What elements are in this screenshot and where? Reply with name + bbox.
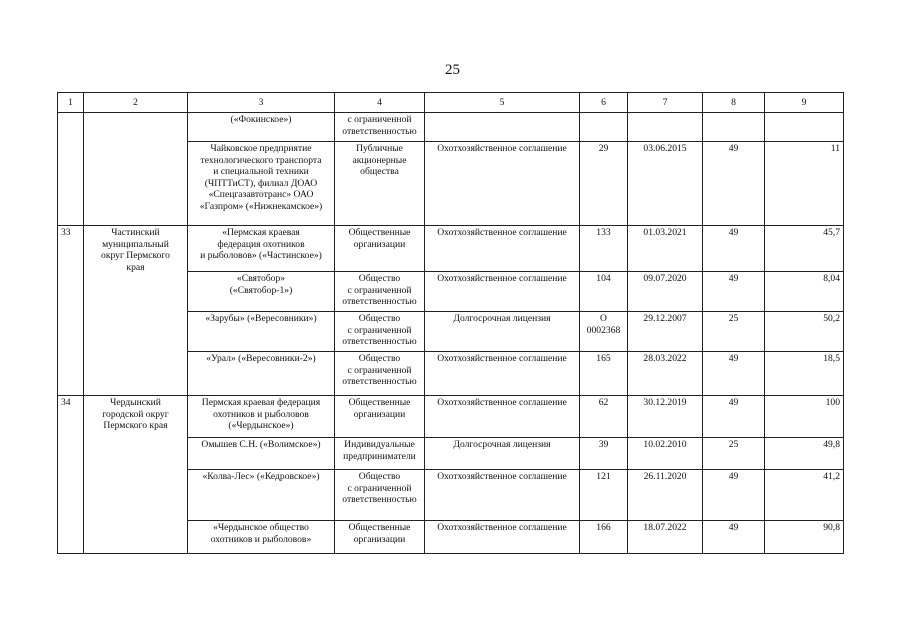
column-header: 5 (425, 93, 580, 113)
area-value: 8,04 (765, 272, 844, 312)
area-value: 45,7 (765, 226, 844, 272)
row-number: 34 (58, 396, 84, 554)
hunting-grounds-table (57, 92, 844, 554)
document-type (425, 113, 580, 142)
document-type: Долгосрочная лицензия (425, 312, 580, 352)
legal-form: Общество с ограниченной ответственностью (335, 272, 425, 312)
hunting-user-name: «Зарубы» («Вересовники») (188, 312, 335, 352)
municipality-name: Чердынский городской округ Пермского края (84, 396, 188, 554)
document-date: 01.03.2021 (628, 226, 703, 272)
table-body (58, 93, 844, 554)
legal-form: Публичные акционерные общества (335, 142, 425, 226)
legal-form: с ограниченной ответственностью (335, 113, 425, 142)
document-type: Охотхозяйственное соглашение (425, 352, 580, 396)
table-row (58, 396, 844, 438)
term-years: 25 (703, 438, 765, 470)
hunting-user-name: «Урал» («Вересовники-2») (188, 352, 335, 396)
column-number-row (58, 93, 844, 113)
hunting-user-name: Пермская краевая федерация охотников и рыболовов («Чердынское») (188, 396, 335, 438)
legal-form: Общество с ограниченной ответственностью (335, 312, 425, 352)
document-number (580, 113, 628, 142)
document-date: 29.12.2007 (628, 312, 703, 352)
column-header: 4 (335, 93, 425, 113)
row-number (58, 113, 84, 226)
area-value (765, 113, 844, 142)
page-number: 25 (445, 62, 460, 78)
document-number: 39 (580, 438, 628, 470)
document-number: 29 (580, 142, 628, 226)
hunting-user-name: Омышев С.Н. («Волимское») (188, 438, 335, 470)
document-type: Долгосрочная лицензия (425, 438, 580, 470)
area-value: 90,8 (765, 521, 844, 554)
municipality-name (84, 113, 188, 226)
document-number: 166 (580, 521, 628, 554)
document-type: Охотхозяйственное соглашение (425, 521, 580, 554)
column-header: 3 (188, 93, 335, 113)
term-years: 49 (703, 272, 765, 312)
term-years: 49 (703, 142, 765, 226)
term-years: 49 (703, 352, 765, 396)
document-number: 133 (580, 226, 628, 272)
term-years: 25 (703, 312, 765, 352)
column-header: 8 (703, 93, 765, 113)
term-years: 49 (703, 521, 765, 554)
area-value: 50,2 (765, 312, 844, 352)
area-value: 49,8 (765, 438, 844, 470)
hunting-user-name: («Фокинское») (188, 113, 335, 142)
column-header: 7 (628, 93, 703, 113)
legal-form: Общественные организации (335, 396, 425, 438)
municipality-name: Частинский муниципальный округ Пермского края (84, 226, 188, 396)
document-number: 62 (580, 396, 628, 438)
document-date: 28.03.2022 (628, 352, 703, 396)
hunting-user-name: Чайковское предприятие технологического транспорта и специальной техники (ЧПТТиСТ), филиал ДОАО «Спецгазавтотранс» ОАО «Газпром» («Нижнекамское») (188, 142, 335, 226)
column-header: 6 (580, 93, 628, 113)
document-number: 165 (580, 352, 628, 396)
column-header: 2 (84, 93, 188, 113)
document-date: 03.06.2015 (628, 142, 703, 226)
area-value: 11 (765, 142, 844, 226)
legal-form: Индивидуальные предприниматели (335, 438, 425, 470)
document-date: 18.07.2022 (628, 521, 703, 554)
document-date (628, 113, 703, 142)
legal-form: Общество с ограниченной ответственностью (335, 470, 425, 521)
area-value: 100 (765, 396, 844, 438)
document-number: 104 (580, 272, 628, 312)
legal-form: Общественные организации (335, 226, 425, 272)
area-value: 18,5 (765, 352, 844, 396)
document-type: Охотхозяйственное соглашение (425, 396, 580, 438)
table-row (58, 226, 844, 272)
term-years: 49 (703, 470, 765, 521)
term-years (703, 113, 765, 142)
document-date: 26.11.2020 (628, 470, 703, 521)
hunting-user-name: «Пермская краевая федерация охотников и рыболовов» («Частинское») (188, 226, 335, 272)
area-value: 41,2 (765, 470, 844, 521)
column-header: 1 (58, 93, 84, 113)
legal-form: Общество с ограниченной ответственностью (335, 352, 425, 396)
document-number: 121 (580, 470, 628, 521)
table-row (58, 113, 844, 142)
term-years: 49 (703, 226, 765, 272)
document-type: Охотхозяйственное соглашение (425, 142, 580, 226)
column-header: 9 (765, 93, 844, 113)
row-number: 33 (58, 226, 84, 396)
document-date: 10.02.2010 (628, 438, 703, 470)
legal-form: Общественные организации (335, 521, 425, 554)
document-date: 30.12.2019 (628, 396, 703, 438)
document-type: Охотхозяйственное соглашение (425, 272, 580, 312)
hunting-user-name: «Чердынское общество охотников и рыболовов» (188, 521, 335, 554)
document-type: Охотхозяйственное соглашение (425, 226, 580, 272)
hunting-user-name: «Колва-Лес» («Кедровское») (188, 470, 335, 521)
term-years: 49 (703, 396, 765, 438)
document-number: О 0002368 (580, 312, 628, 352)
document-date: 09.07.2020 (628, 272, 703, 312)
hunting-user-name: «Святобор» («Святобор-1») (188, 272, 335, 312)
document-type: Охотхозяйственное соглашение (425, 470, 580, 521)
